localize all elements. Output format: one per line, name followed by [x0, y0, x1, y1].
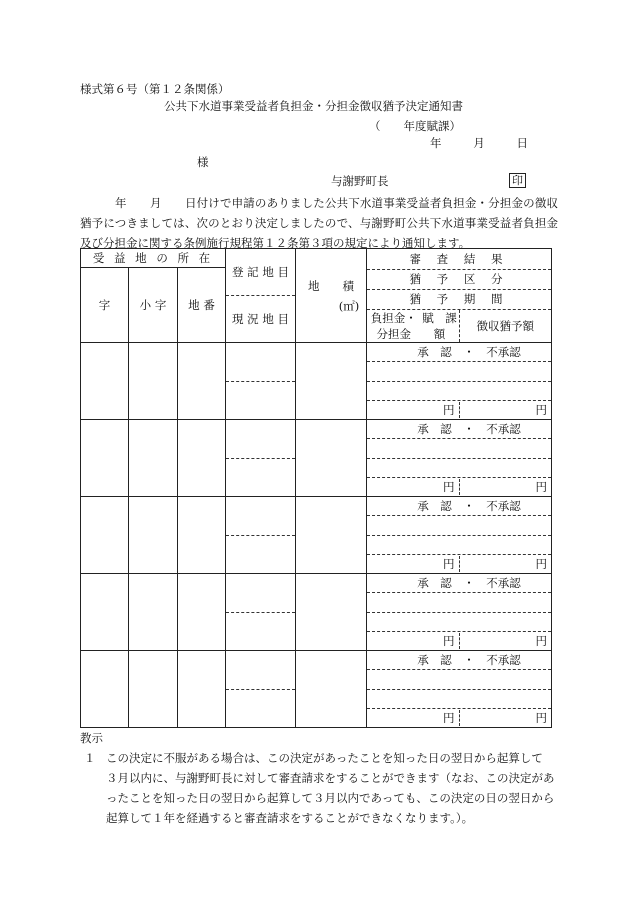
chiban-header: 地 番: [178, 268, 226, 343]
review-result-header: 審 査 結 果: [409, 252, 509, 266]
deferral-type-header: 猶 予 区 分: [367, 269, 551, 289]
approval-status: 承 認 ・ 不承認: [417, 345, 521, 360]
seal-mark: 印: [509, 173, 526, 188]
note-line-2: ３月以内に、与謝野町長に対して審査請求をすることができます（なお、この決定があったことを知った日の翌日から起算して３月以内であっても、この決定の日の翌日から起算して１年を経過すると審査請求をすることができなくなります。）。: [106, 771, 555, 825]
issue-date: [430, 138, 528, 150]
aza-header: 字: [81, 268, 129, 343]
registered-land-header: 登 記 地 目: [232, 265, 289, 280]
table-row: 承 認 ・ 不承認 円 円: [81, 651, 552, 728]
result-header: [367, 249, 552, 343]
current-land-header: 現 況 地 目: [226, 295, 295, 342]
deferral-table: [80, 248, 552, 728]
date-month: 月: [473, 136, 485, 150]
document-title: 公共下水道事業受益者負担金・分担金徴収猶予決定通知書: [164, 99, 463, 113]
date-day: 日: [516, 136, 528, 150]
levy-amount-header: 負担金・分担金 賦 課 額: [367, 310, 460, 342]
date-year: 年: [430, 136, 442, 150]
body-text: 年 月 日付けで申請のありました公共下水道事業受益者負担金・分担金の徴収猶予につきましては、次のとおり決定しましたので、与謝野町公共下水道事業受益者負担金及び分担金に関する条例施行規程第１２条第３項の規定により通知します。: [80, 196, 558, 250]
deferral-amount-header: 徴収猶予額: [476, 318, 535, 333]
table-row: 承 認 ・ 不承認 円 円: [81, 343, 552, 420]
issuer: 与謝野町長: [331, 174, 389, 188]
table-row: 承 認 ・ 不承認 円 円: [81, 574, 552, 651]
fiscal-year: （ 年度賦課）: [369, 119, 461, 133]
area-header: 地 積 (㎡): [296, 249, 367, 343]
approval-status: 承 認 ・ 不承認: [417, 422, 521, 437]
form-number: 様式第６号（第１２条関係）: [80, 82, 230, 96]
koaza-header: 小 字: [129, 268, 178, 343]
approval-status: 承 認 ・ 不承認: [417, 653, 521, 668]
note-line-1: この決定に不服がある場合は、この決定があったことを知った日の翌日から起算して: [106, 751, 543, 765]
deferral-period-header: 猶 予 期 間: [367, 289, 551, 309]
addressee: 様: [197, 155, 209, 169]
notes-text: [80, 748, 558, 828]
note-number: １: [84, 751, 96, 765]
approval-status: 承 認 ・ 不承認: [417, 499, 521, 514]
approval-status: 承 認 ・ 不承認: [417, 576, 521, 591]
table-row: 承 認 ・ 不承認 円 円: [81, 420, 552, 497]
table-row: 承 認 ・ 不承認 円 円: [81, 497, 552, 574]
notes-title: 教示: [80, 731, 103, 745]
location-header: 受 益 地 の 所 在: [81, 249, 226, 268]
land-category-header: [226, 249, 296, 343]
